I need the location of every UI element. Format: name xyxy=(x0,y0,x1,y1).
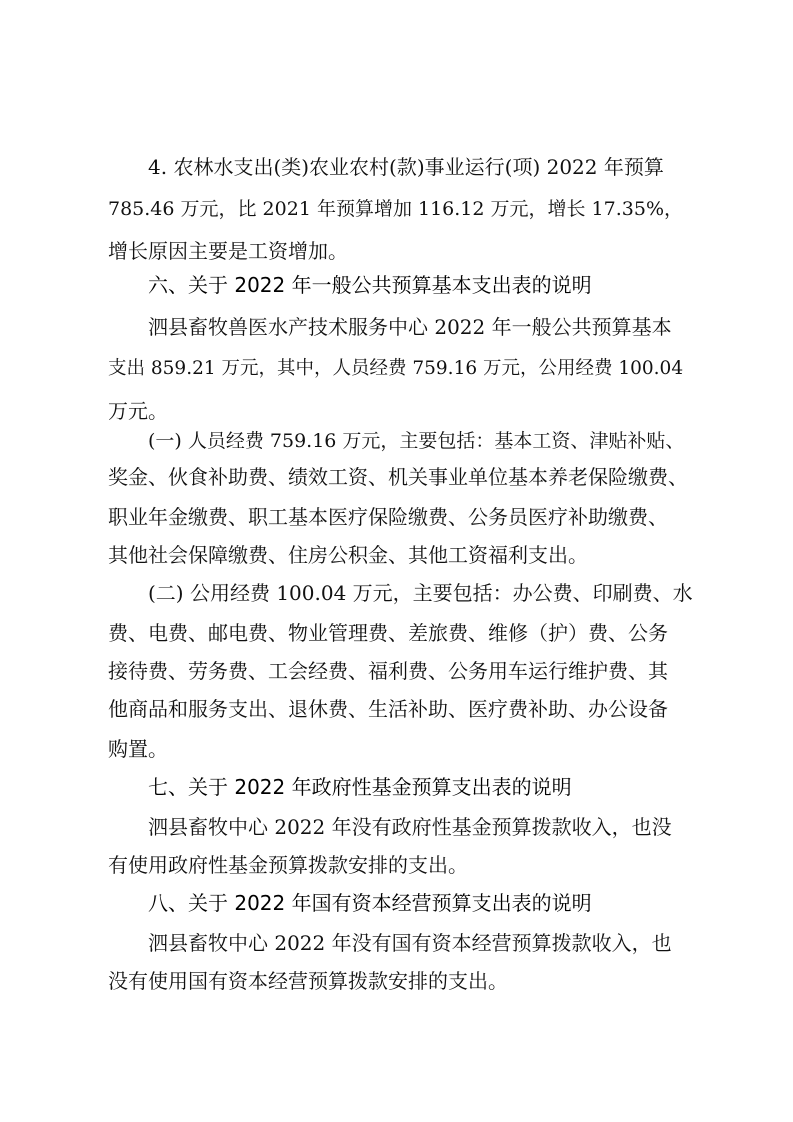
public-expense-line-1: (二) 公用经费 100.04 万元，主要包括：办公费、印刷费、水 xyxy=(148,581,693,605)
section-7-line-1: 泗县畜牧中心 2022 年没有政府性基金预算拨款收入，也没 xyxy=(148,815,672,839)
section-7-line-2: 有使用政府性基金预算拨款安排的支出。 xyxy=(108,853,468,877)
personnel-expense-line-1: (一) 人员经费 759.16 万元，主要包括：基本工资、津贴补贴、 xyxy=(148,430,685,452)
section-7-heading: 七、关于 2022 年政府性基金预算支出表的说明 xyxy=(148,775,572,799)
personnel-expense-line-4: 其他社会保障缴费、住房公积金、其他工资福利支出。 xyxy=(108,543,588,567)
section-6-intro-line-3: 万元。 xyxy=(108,399,168,423)
section-8-line-2: 没有使用国有资本经营预算拨款安排的支出。 xyxy=(108,969,508,993)
section-8-heading: 八、关于 2022 年国有资本经营预算支出表的说明 xyxy=(148,891,592,915)
public-expense-line-3: 接待费、劳务费、工会经费、福利费、公务用车运行维护费、其 xyxy=(108,659,668,683)
paragraph-item4-line-2: 785.46 万元，比 2021 年预算增加 116.12 万元，增长 17.35%， xyxy=(108,198,684,220)
public-expense-line-2: 费、电费、邮电费、物业管理费、差旅费、维修（护）费、公务 xyxy=(108,621,668,645)
public-expense-line-5: 购置。 xyxy=(108,737,168,761)
section-6-heading: 六、关于 2022 年一般公共预算基本支出表的说明 xyxy=(148,273,592,297)
paragraph-item4-line-3: 增长原因主要是工资增加。 xyxy=(108,239,348,263)
paragraph-item4-line-1: 4. 农林水支出(类)农业农村(款)事业运行(项) 2022 年预算 xyxy=(148,155,664,179)
personnel-expense-line-3: 职业年金缴费、职工基本医疗保险缴费、公务员医疗补助缴费、 xyxy=(108,505,668,529)
personnel-expense-line-2: 奖金、伙食补助费、绩效工资、机关事业单位基本养老保险缴费、 xyxy=(108,465,688,489)
section-6-intro-line-1: 泗县畜牧兽医水产技术服务中心 2022 年一般公共预算基本 xyxy=(148,315,672,339)
section-8-line-1: 泗县畜牧中心 2022 年没有国有资本经营预算拨款收入，也 xyxy=(148,931,672,955)
section-6-intro-line-2: 支出 859.21 万元，其中，人员经费 759.16 万元，公用经费 100.04 xyxy=(108,358,684,379)
public-expense-line-4: 他商品和服务支出、退休费、生活补助、医疗费补助、办公设备 xyxy=(108,697,668,721)
